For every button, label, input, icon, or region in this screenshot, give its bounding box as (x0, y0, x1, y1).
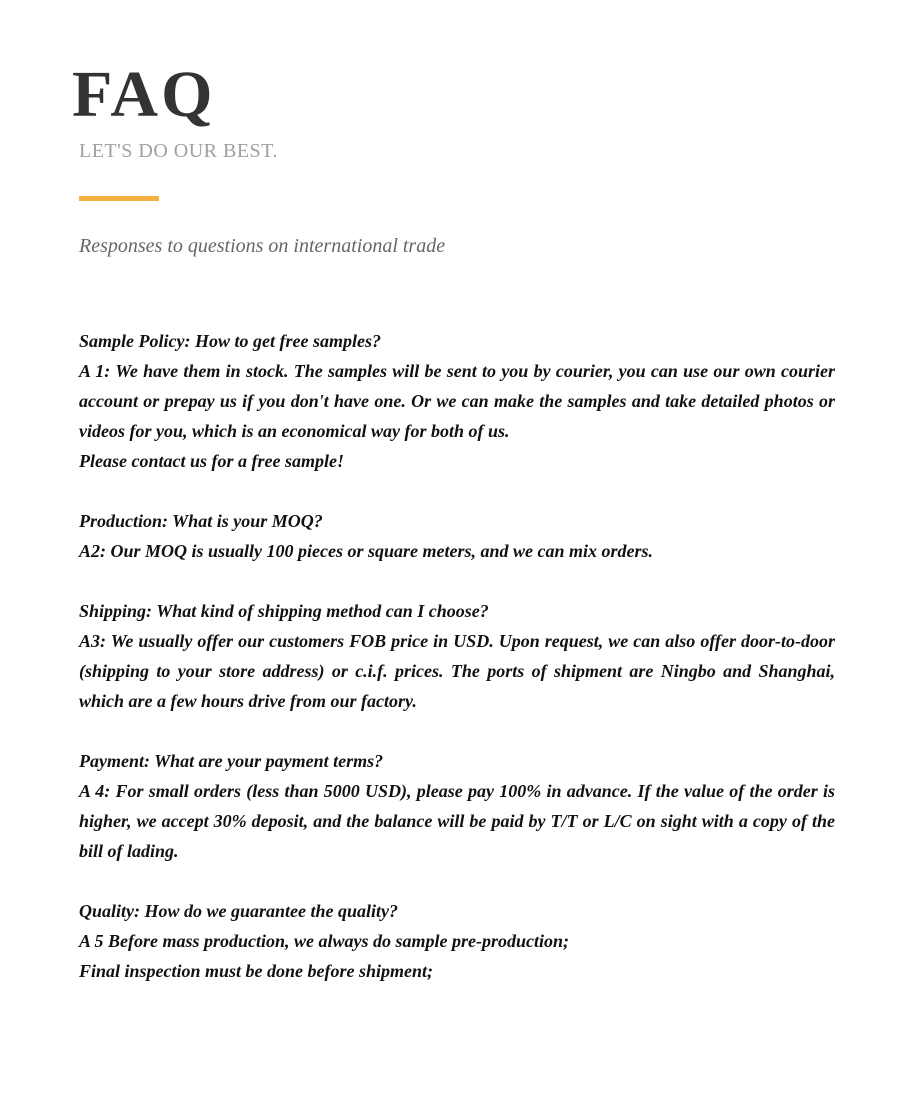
faq-question: Sample Policy: How to get free samples? (79, 331, 381, 351)
page-subtitle: LET'S DO OUR BEST. (79, 140, 278, 162)
faq-answer: A 1: We have them in stock. The samples will be sent to you by courier, you can use our own courier account or prepay us if you don't have one. Or we can make the samples and take detailed photos or videos for you, which is an economical way for both of us. (79, 361, 835, 441)
faq-item-production (79, 506, 835, 566)
faq-question: Payment: What are your payment terms? (79, 751, 384, 771)
intro-text: Responses to questions on international trade (79, 235, 446, 257)
faq-item-shipping (79, 596, 835, 716)
faq-answer: A 4: For small orders (less than 5000 USD), please pay 100% in advance. If the value of the order is higher, we accept 30% deposit, and the balance will be paid by T/T or L/C on sight with a copy of the bill of lading. (79, 781, 835, 861)
faq-item-payment (79, 746, 835, 866)
faq-item-quality (79, 896, 835, 986)
faq-answer: A2: Our MOQ is usually 100 pieces or square meters, and we can mix orders. (79, 541, 654, 561)
faq-answer: A3: We usually offer our customers FOB price in USD. Upon request, we can also offer door-to-door (shipping to your store address) or c.i.f. prices. The ports of shipment are Ningbo and Shanghai, which are a few hours drive from our factory. (79, 631, 835, 711)
faq-question: Shipping: What kind of shipping method can I choose? (79, 601, 489, 621)
faq-answer-note: Final inspection must be done before shipment; (79, 961, 434, 981)
faq-question: Production: What is your MOQ? (79, 511, 323, 531)
faq-answer: A 5 Before mass production, we always do sample pre-production; (79, 931, 570, 951)
faq-answer-note: Please contact us for a free sample! (79, 451, 344, 471)
page-title: FAQ (72, 58, 216, 131)
faq-list (79, 326, 835, 1016)
faq-item-sample-policy (79, 326, 835, 476)
accent-divider (79, 196, 159, 201)
faq-question: Quality: How do we guarantee the quality? (79, 901, 399, 921)
